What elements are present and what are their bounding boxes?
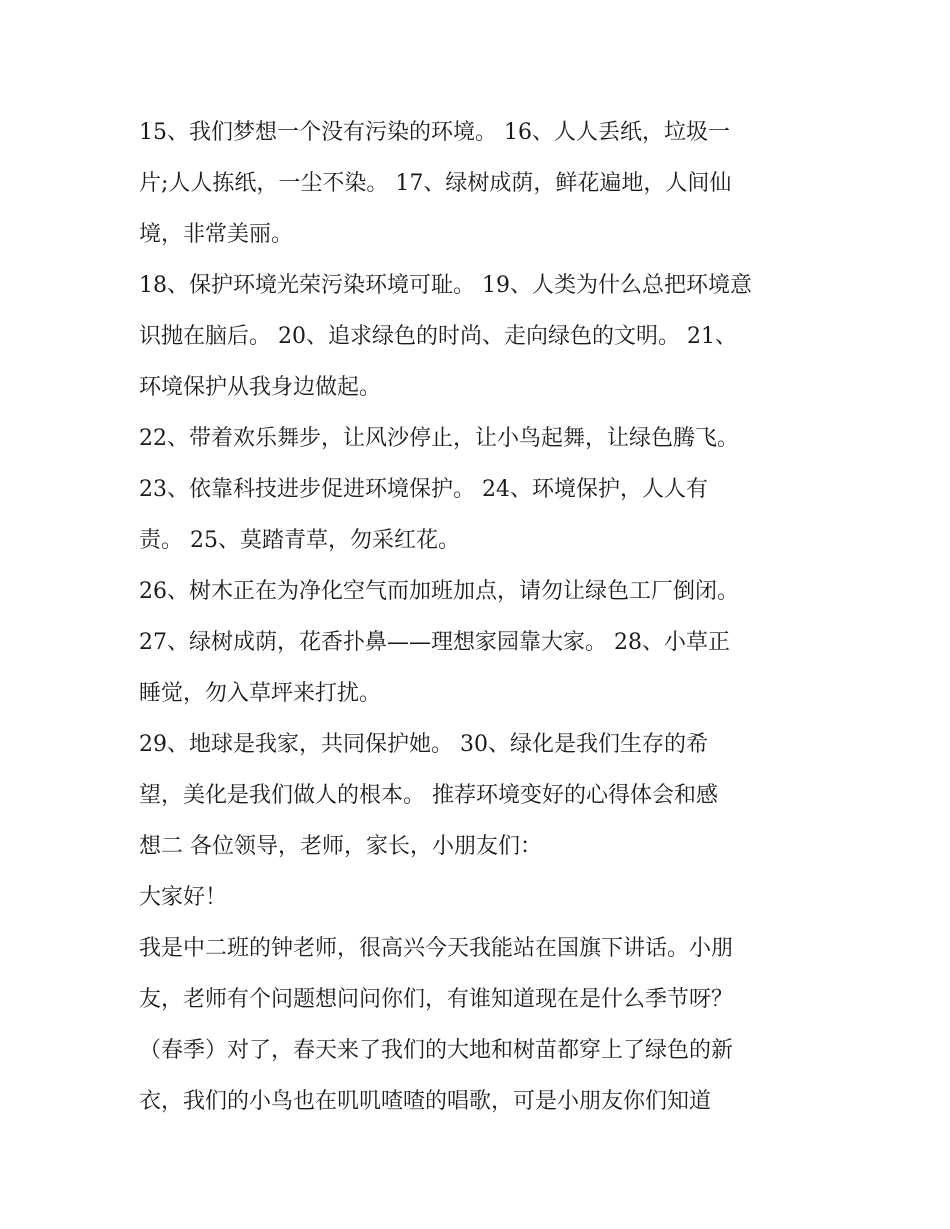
text-line: 识抛在脑后。 20、追求绿色的时尚、走向绿色的文明。 21、 xyxy=(139,324,737,349)
text-line: 27、绿树成荫，花香扑鼻——理想家园靠大家。 28、小草正 xyxy=(139,630,730,655)
text-line: 18、保护环境光荣污染环境可耻。 19、人类为什么总把环境意 xyxy=(139,273,752,298)
body-text xyxy=(139,107,819,1127)
text-line: 衣，我们的小鸟也在叽叽喳喳的唱歌，可是小朋友你们知道 xyxy=(139,1089,712,1114)
text-line: 望，美化是我们做人的根本。 推荐环境变好的心得体会和感 xyxy=(139,783,718,808)
text-line: （春季）对了，春天来了我们的大地和树苗都穿上了绿色的新 xyxy=(139,1038,734,1063)
text-line: 我是中二班的钟老师，很高兴今天我能站在国旗下讲话。小朋 xyxy=(139,936,734,961)
text-line: 大家好！ xyxy=(139,885,228,910)
text-line: 片;人人拣纸，一尘不染。 17、绿树成荫，鲜花遍地，人间仙 xyxy=(139,171,732,196)
text-line: 26、树木正在为净化空气而加班加点，请勿让绿色工厂倒闭。 xyxy=(139,579,739,604)
text-line: 友，老师有个问题想问问你们，有谁知道现在是什么季节呀？ xyxy=(139,987,734,1012)
text-line: 22、带着欢乐舞步，让风沙停止，让小鸟起舞，让绿色腾飞。 xyxy=(139,426,739,451)
text-line: 睡觉，勿入草坪来打扰。 xyxy=(139,681,382,706)
text-line: 想二 各位领导，老师，家长，小朋友们： xyxy=(139,834,542,859)
text-line: 境，非常美丽。 xyxy=(139,222,294,247)
text-line: 23、依靠科技进步促进环境保护。 24、环境保护，人人有 xyxy=(139,477,708,502)
text-line: 责。 25、莫踏青草，勿采红花。 xyxy=(139,528,460,553)
text-line: 15、我们梦想一个没有污染的环境。 16、人人丢纸，垃圾一 xyxy=(139,120,730,145)
text-line: 环境保护从我身边做起。 xyxy=(139,375,382,400)
text-line: 29、地球是我家，共同保护她。 30、绿化是我们生存的希 xyxy=(139,732,708,757)
